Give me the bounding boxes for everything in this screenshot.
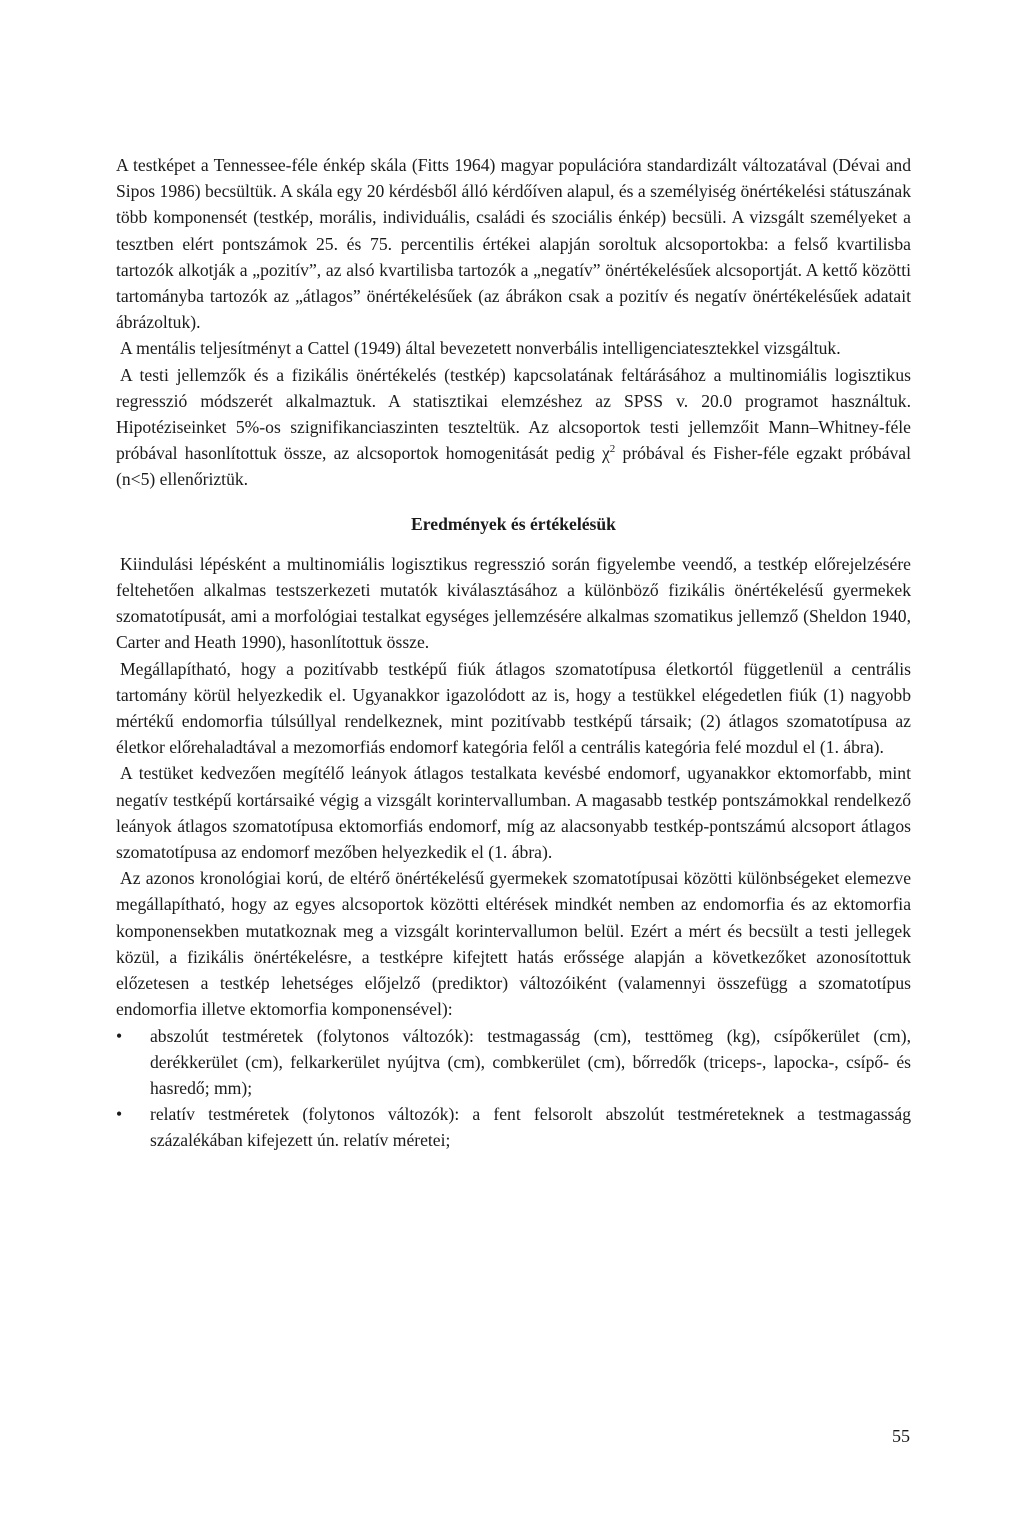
- paragraph-results-1: Kiindulási lépésként a multinomiális logisztikus regresszió során figyelembe veendő, a testkép előrejelzésére feltehetően alkalmas testszerkezeti mutatók kiválasztásához a különböző fizikális önértékelésű gyermekek szomatotípusát, ami a morfológiai testalkat egységes jellemzésére alkalmas szomatikus jellemző (Sheldon 1940, Carter and Heath 1990), hasonlítottuk össze.: [116, 553, 911, 653]
- page-number: 55: [892, 1426, 910, 1446]
- paragraph-methods-1: A testképet a Tennessee-féle énkép skála (Fitts 1964) magyar populációra standardizált változatával (Dévai and Sipos 1986) becsültük. A skála egy 20 kérdésből álló kérdőíven alapul, és a személyiség önértékelési státuszának több komponensét (testkép, morális, individuális, családi és szociális énkép) becsüli. A vizsgált személyeket a tesztben elért pontszámok 25. és 75. percentilis értékei alapján soroltuk alcsoportokba: a felső kvartilisba tartozók alkotják a „pozitív”, az alsó kvartilisba tartozók a „negatív” önértékelésűek alcsoportját. A kettő közötti tartományba tartozók az „átlagos” önértékelésűek (az ábrákon csak a pozitív és negatív önértékelésűek adatait ábrázoltuk).: [116, 155, 911, 333]
- paragraph-methods-2: A mentális teljesítményt a Cattel (1949) által bevezetett nonverbális intelligenciatesztekkel vizsgáltuk.: [120, 338, 841, 359]
- statistics-text-after: próbával és Fisher-féle egzakt próbával (n<5) ellenőriztük.: [116, 443, 911, 490]
- section-heading: Eredmények és értékelésük: [411, 513, 616, 534]
- bullet-text-1: abszolút testméretek (folytonos változók): testmagasság (cm), testtömeg (kg), csípőkerület (cm), derékkerület (cm), felkarkerület nyújtva (cm), combkerület (cm), bőrredők (triceps-, lapocka-, csípő- és hasredő; mm);: [150, 1025, 911, 1098]
- bullet-icon: •: [116, 1025, 123, 1046]
- list-item: [116, 1023, 911, 1102]
- chi-square-exponent: 2: [609, 443, 616, 456]
- statistics-text-before: A testi jellemzők és a fizikális önértékelés (testkép) kapcsolatának feltárásához a multinomiális logisztikus regresszió módszerét alkalmaztuk. A statisztikai elemzéshez az SPSS v. 20.0 programot használtuk. Hipotéziseinket 5%-os szignifikanciaszinten teszteltük. Az alcsoportok testi jellemzőit Mann–Whitney-féle próbával hasonlítottuk össze, az alcsoportok homogenitását pedig χ: [116, 364, 911, 464]
- list-item: [116, 1101, 911, 1153]
- bullet-list: [116, 1023, 911, 1154]
- paragraph-results-3: A testüket kedvezően megítélő leányok átlagos testalkata kevésbé endomorf, ugyanakkor ektomorfabb, mint negatív testképű kortársaiké végig a vizsgált korintervallumban. A magasabb testkép pontszámokkal rendelkező leányok átlagos szomatotípusa ektomorfiás endomorf, míg az alacsonyabb testkép-pontszámú alcsoport átlagos szomatotípusa az endomorf mezőben helyezkedik el (1. ábra).: [116, 763, 911, 863]
- page-body: [116, 152, 911, 1154]
- paragraph-results-2: Megállapítható, hogy a pozitívabb testképű fiúk átlagos szomatotípusa életkortól függetlenül a centrális tartomány körül helyezkedik el. Ugyanakkor igazolódott az is, hogy a testükkel elégedetlen fiúk (1) nagyobb mértékű endomorfia túlsúllyal rendelkeznek, mint pozitívabb testképű társaik; (2) átlagos szomatotípusa az életkor előrehaladtával a mezomorfiás endomorf kategória felől a centrális kategória felé mozdul el (1. ábra).: [116, 658, 911, 758]
- paragraph-statistics: [116, 362, 911, 493]
- paragraph-results-4: Az azonos kronológiai korú, de eltérő önértékelésű gyermekek szomatotípusai közötti különbségeket elemezve megállapítható, hogy az egyes alcsoportok közötti eltérések mindkét nemben az endomorfia és az ektomorfia komponensekben mutatkoznak meg a vizsgált korintervallumon belül. Ezért a mért és becsült a testi jellegek közül, a fizikális önértékelésre, a testképre kifejtett hatás erőssége alapján a következőket azonosítottuk előzetesen a testkép lehetséges előjelző (prediktor) változóiként (valamennyi összefügg a szomatotípus endomorfia illetve ektomorfia komponensével):: [116, 868, 911, 1020]
- bullet-text-2: relatív testméretek (folytonos változók): a fent felsorolt abszolút testméreteknek a testmagasság százalékában kifejezett ún. relatív méretei;: [150, 1104, 911, 1151]
- bullet-icon: •: [116, 1104, 123, 1125]
